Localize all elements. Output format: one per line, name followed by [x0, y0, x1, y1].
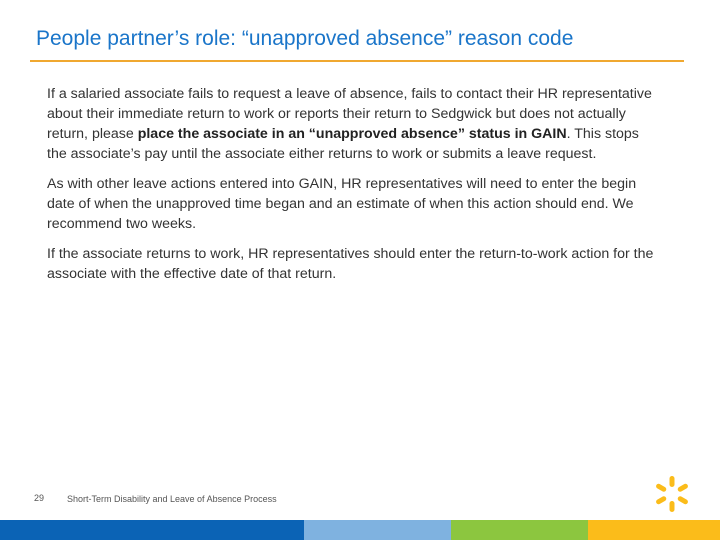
- slide-title: People partner’s role: “unapproved absence” reason code: [36, 27, 574, 50]
- footer-color-band: [0, 520, 720, 540]
- band-segment-green: [451, 520, 588, 540]
- footer-title: Short-Term Disability and Leave of Absence Process: [67, 494, 277, 504]
- paragraph-1-text-end: . This stops the associate’s pay until the associate either returns to work or submits a leave request.: [47, 126, 639, 162]
- paragraph-2: As with other leave actions entered into GAIN, HR representatives will need to enter the begin date of when the unapproved time began and an estimate of when this action should end. We recommend two weeks.: [47, 176, 637, 232]
- paragraph-3: If the associate returns to work, HR representatives should enter the return-to-work action for the associate with the effective date of that return.: [47, 246, 654, 282]
- spark-icon: [652, 474, 692, 514]
- band-segment-yellow: [588, 520, 720, 540]
- slide-body: [47, 84, 657, 294]
- paragraph-1-emphasis: place the associate in an “unapproved absence” status in GAIN: [137, 126, 567, 142]
- paragraph-1: [47, 84, 657, 164]
- title-divider: [30, 60, 684, 62]
- band-segment-dark-blue: [0, 520, 304, 540]
- page-number: 29: [34, 493, 45, 503]
- band-segment-light-blue: [304, 520, 451, 540]
- paragraph-1-text-start: If a salaried associate fails to request a leave of absence, fails to contact their HR representative about their immediate return to work or reports their return to Sedgwick but does not actually return, please: [47, 86, 652, 142]
